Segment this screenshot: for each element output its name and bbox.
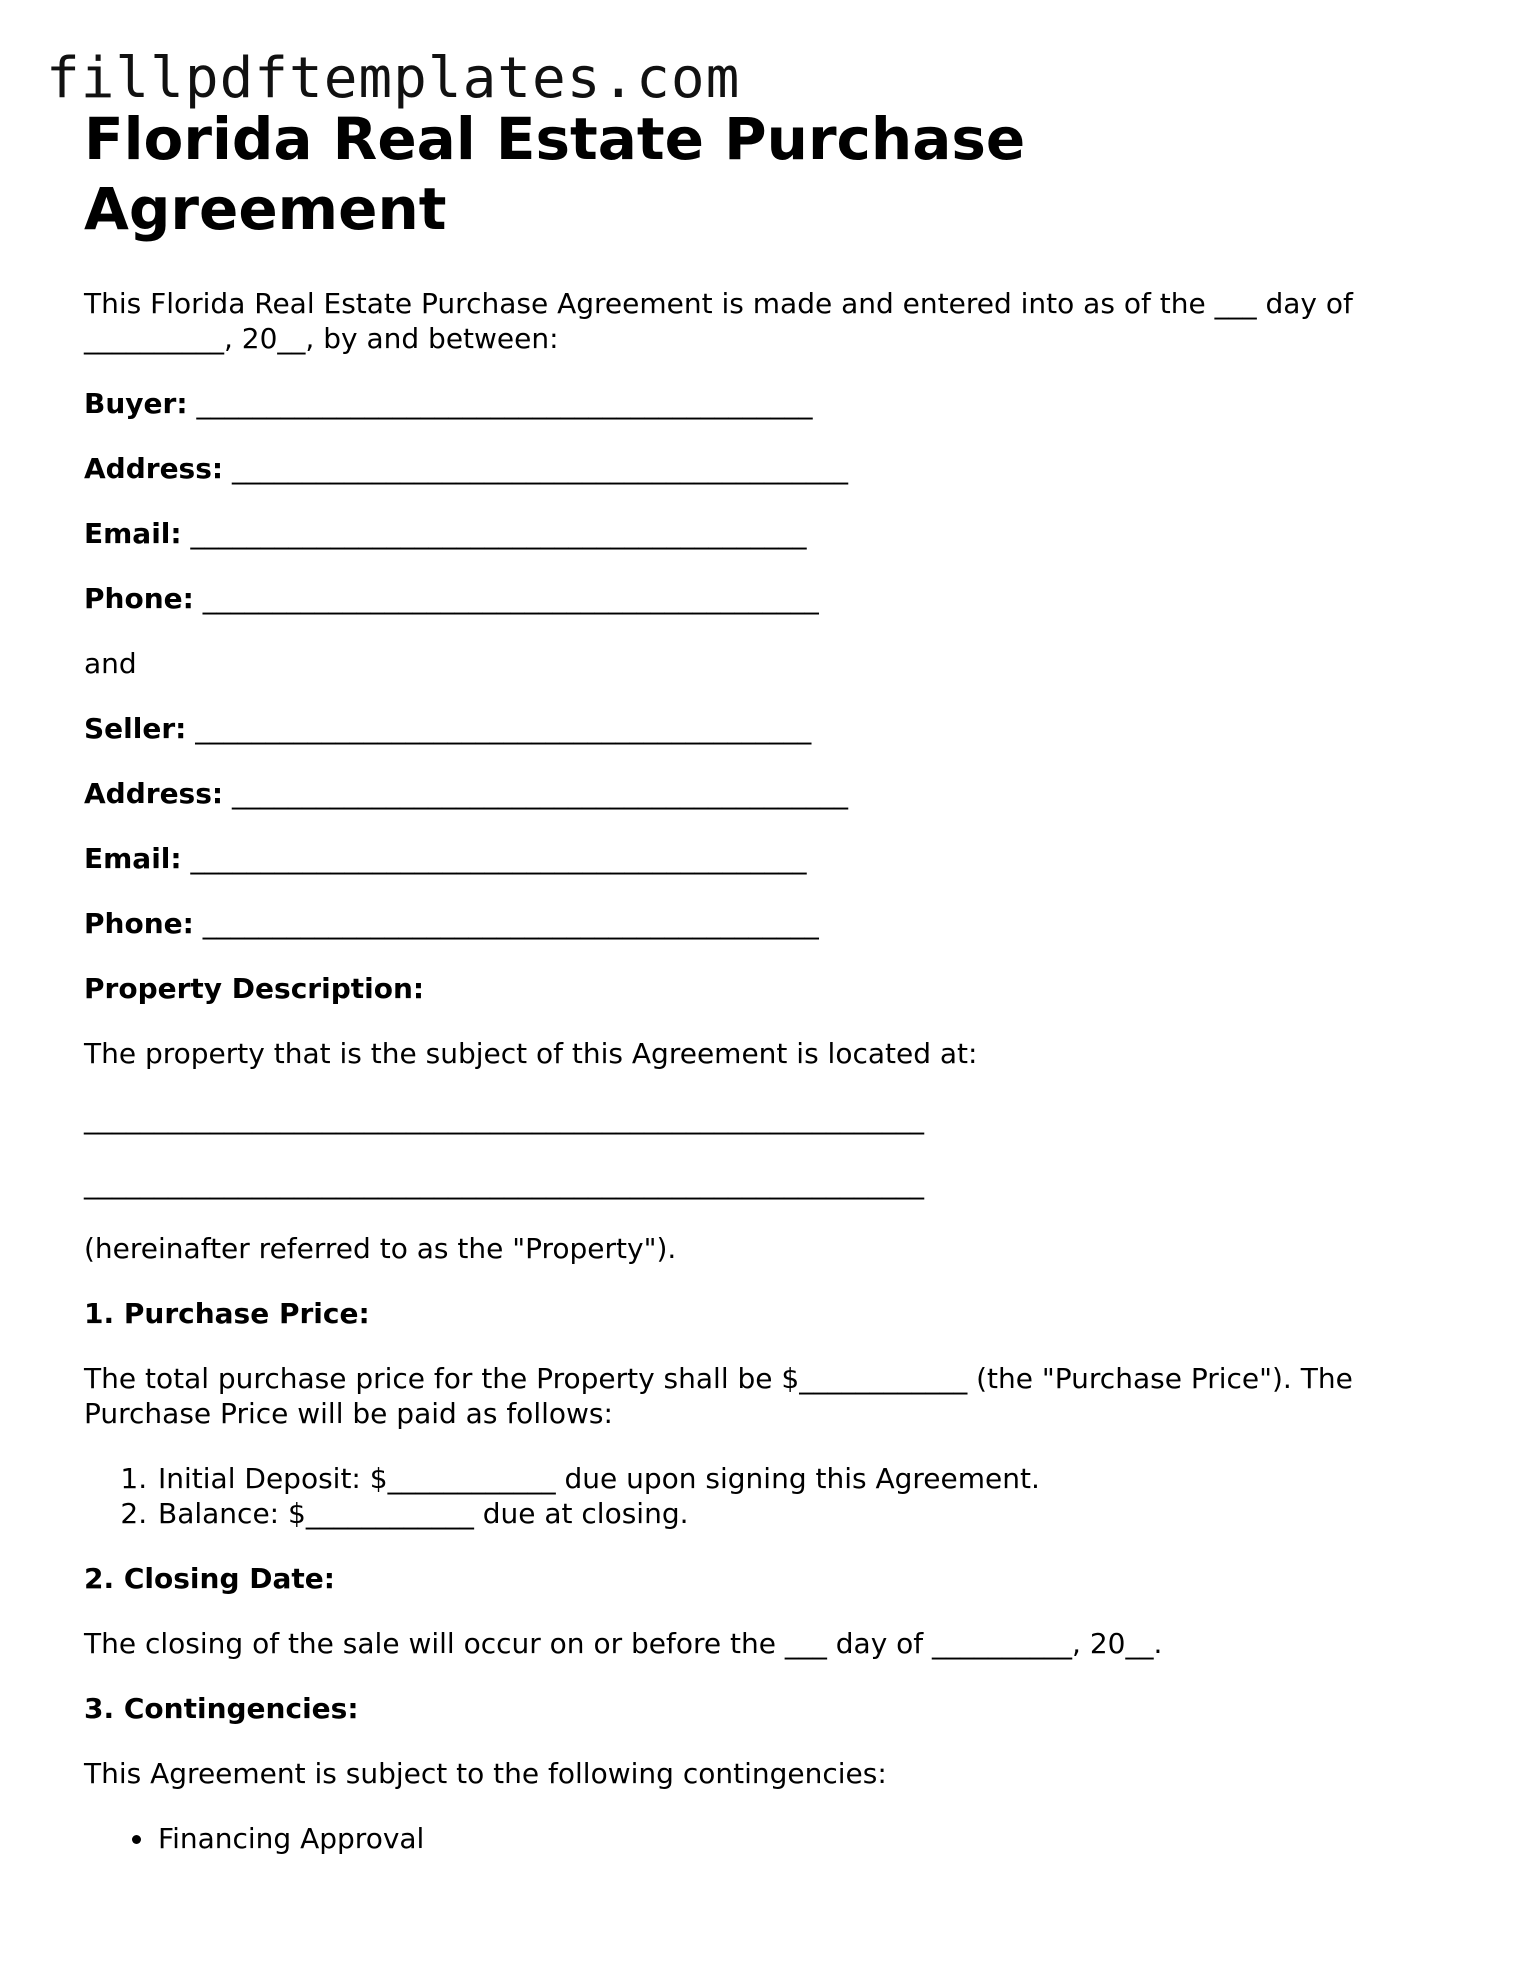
seller-email-blank[interactable]: ____________________________________________ (190, 842, 807, 875)
buyer-phone-label: Phone: (84, 582, 194, 615)
property-text: The property that is the subject of this Agreement is located at: (84, 1037, 978, 1070)
buyer-phone-field[interactable] (84, 581, 1444, 616)
payment-item-balance: 2. Balance: $____________ due at closing. (156, 1496, 1444, 1531)
seller-name-field[interactable] (84, 711, 1444, 746)
buyer-address-field[interactable] (84, 451, 1444, 486)
document-body (84, 104, 1444, 1856)
property-address-line-2[interactable]: ____________________________________________________________ (84, 1167, 924, 1200)
intro-paragraph: This Florida Real Estate Purchase Agreement is made and entered into as of the ___ day of __________, 20__, by and between: (84, 287, 1353, 355)
contingency-item-financing: • Financing Approval (156, 1821, 1444, 1856)
seller-address-blank[interactable]: ____________________________________________ (232, 777, 848, 810)
buyer-name-label: Buyer: (84, 387, 188, 420)
closing-date-text: The closing of the sale will occur on or before the ___ day of __________, 20__. (84, 1627, 1163, 1660)
seller-name-blank[interactable]: ____________________________________________ (195, 712, 812, 745)
seller-name-label: Seller: (84, 712, 187, 745)
document-title: Florida Real Estate Purchase Agreement (84, 105, 1026, 243)
payment-item-initial-deposit: 1. Initial Deposit: $____________ due upon signing this Agreement. (156, 1461, 1444, 1496)
buyer-email-blank[interactable]: ____________________________________________ (190, 517, 807, 550)
purchase-price-heading: 1. Purchase Price: (84, 1297, 370, 1330)
buyer-email-field[interactable] (84, 516, 1444, 551)
purchase-price-text: The total purchase price for the Property shall be $____________ (the "Purchase Price"). The Purchase Price will be paid as follows: (84, 1362, 1353, 1430)
buyer-email-label: Email: (84, 517, 182, 550)
closing-date-heading: 2. Closing Date: (84, 1562, 335, 1595)
property-heading: Property Description: (84, 972, 425, 1005)
property-address-line-1[interactable]: ____________________________________________________________ (84, 1102, 924, 1135)
seller-phone-blank[interactable]: ____________________________________________ (202, 907, 819, 940)
seller-phone-field[interactable] (84, 906, 1444, 941)
payment-list (84, 1461, 1444, 1531)
site-watermark: fillpdftemplates.com (46, 46, 741, 111)
seller-email-field[interactable] (84, 841, 1444, 876)
seller-phone-label: Phone: (84, 907, 194, 940)
buyer-name-field[interactable] (84, 386, 1444, 421)
contingencies-heading: 3. Contingencies: (84, 1692, 359, 1725)
contingencies-list (84, 1821, 1444, 1856)
and-text: and (84, 647, 137, 680)
buyer-address-blank[interactable]: ____________________________________________ (232, 452, 848, 485)
property-reference: (hereinafter referred to as the "Property"). (84, 1232, 677, 1265)
buyer-address-label: Address: (84, 452, 224, 485)
buyer-phone-blank[interactable]: ____________________________________________ (202, 582, 819, 615)
seller-address-field[interactable] (84, 776, 1444, 811)
buyer-name-blank[interactable]: ____________________________________________ (196, 387, 813, 420)
seller-address-label: Address: (84, 777, 224, 810)
contingencies-text: This Agreement is subject to the following contingencies: (84, 1757, 887, 1790)
seller-email-label: Email: (84, 842, 182, 875)
